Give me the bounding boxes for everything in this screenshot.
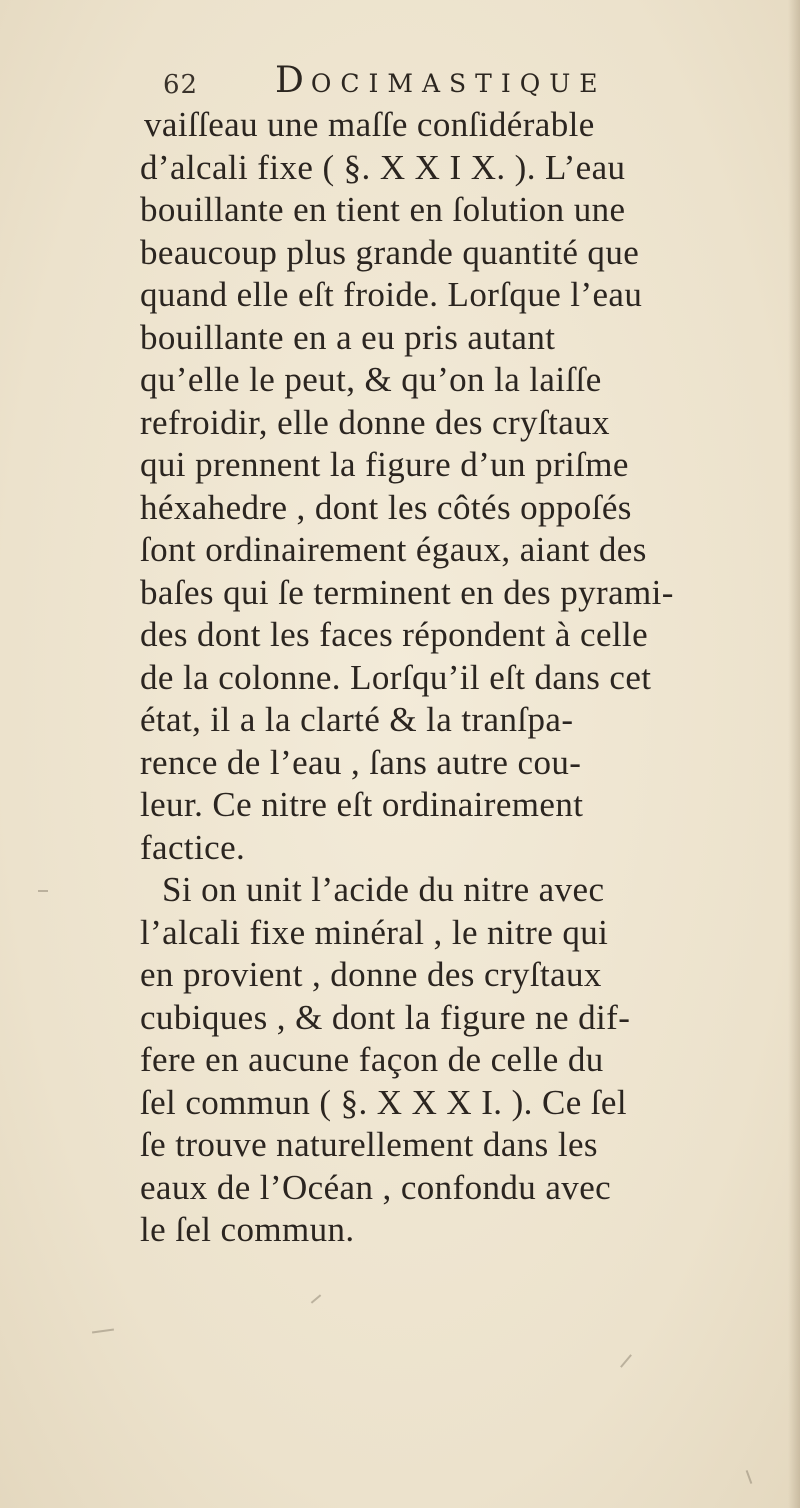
paper-speck — [746, 1470, 753, 1484]
text-line: cubiques , & dont la figure ne dif- — [140, 997, 631, 1037]
paper-speck — [620, 1354, 632, 1368]
text-line: fere en aucune façon de celle du — [140, 1040, 604, 1079]
paper-speck — [311, 1294, 321, 1303]
page-number: 62 — [163, 70, 199, 100]
paper-speck — [92, 1328, 114, 1333]
text-line: baſes qui ſe terminent en des pyrami- — [140, 572, 674, 612]
text-line: qui prennent la figure d’un priſme — [140, 445, 629, 484]
text-line: d’alcali fixe ( §. X X I X. ). L’eau — [140, 147, 626, 187]
paper-speck — [38, 890, 48, 892]
body-text — [140, 104, 780, 1252]
text-line: en provient , donne des cryſtaux — [140, 955, 602, 994]
text-line: eaux de l’Océan , confondu avec — [140, 1167, 612, 1207]
text-line: factice. — [140, 827, 246, 867]
text-line: refroidir, elle donne des cryſtaux — [140, 402, 610, 442]
text-line: de la colonne. Lorſqu’il eſt dans cet — [140, 657, 652, 697]
text-line: quand elle eſt froide. Lorſque l’eau — [140, 275, 643, 314]
text-line: bouillante en tient en ſolution une — [140, 190, 626, 229]
text-line: le ſel commun. — [140, 1210, 355, 1249]
text-line: héxahedre , dont les côtés oppoſés — [140, 487, 632, 527]
text-line: Si on unit l’acide du nitre avec — [162, 870, 605, 909]
text-line: bouillante en a eu pris autant — [140, 317, 556, 357]
text-line: vaiſſeau une maſſe conſidérable — [144, 105, 595, 144]
text-line: ſel commun ( §. X X X I. ). Ce ſel — [140, 1082, 627, 1122]
text-line: ſe trouve naturellement dans les — [140, 1125, 598, 1164]
running-title-rest: OCIMASTIQUE — [310, 69, 607, 98]
text-line: qu’elle le peut, & qu’on la laiſſe — [140, 360, 602, 399]
text-line: leur. Ce nitre eſt ordinairement — [140, 785, 584, 824]
text-line: beaucoup plus grande quantité que — [140, 232, 640, 272]
text-line: l’alcali fixe minéral , le nitre qui — [140, 912, 609, 952]
text-line: ſont ordinairement égaux, aiant des — [140, 530, 647, 569]
text-line: état, il a la clarté & la tranſpa- — [140, 700, 574, 739]
running-title-initial: D — [275, 60, 311, 101]
page-edge-shadow — [788, 0, 800, 1508]
running-title — [275, 60, 607, 101]
text-line: rence de l’eau , ſans autre cou- — [140, 742, 582, 782]
text-line: des dont les faces répondent à celle — [140, 615, 649, 654]
